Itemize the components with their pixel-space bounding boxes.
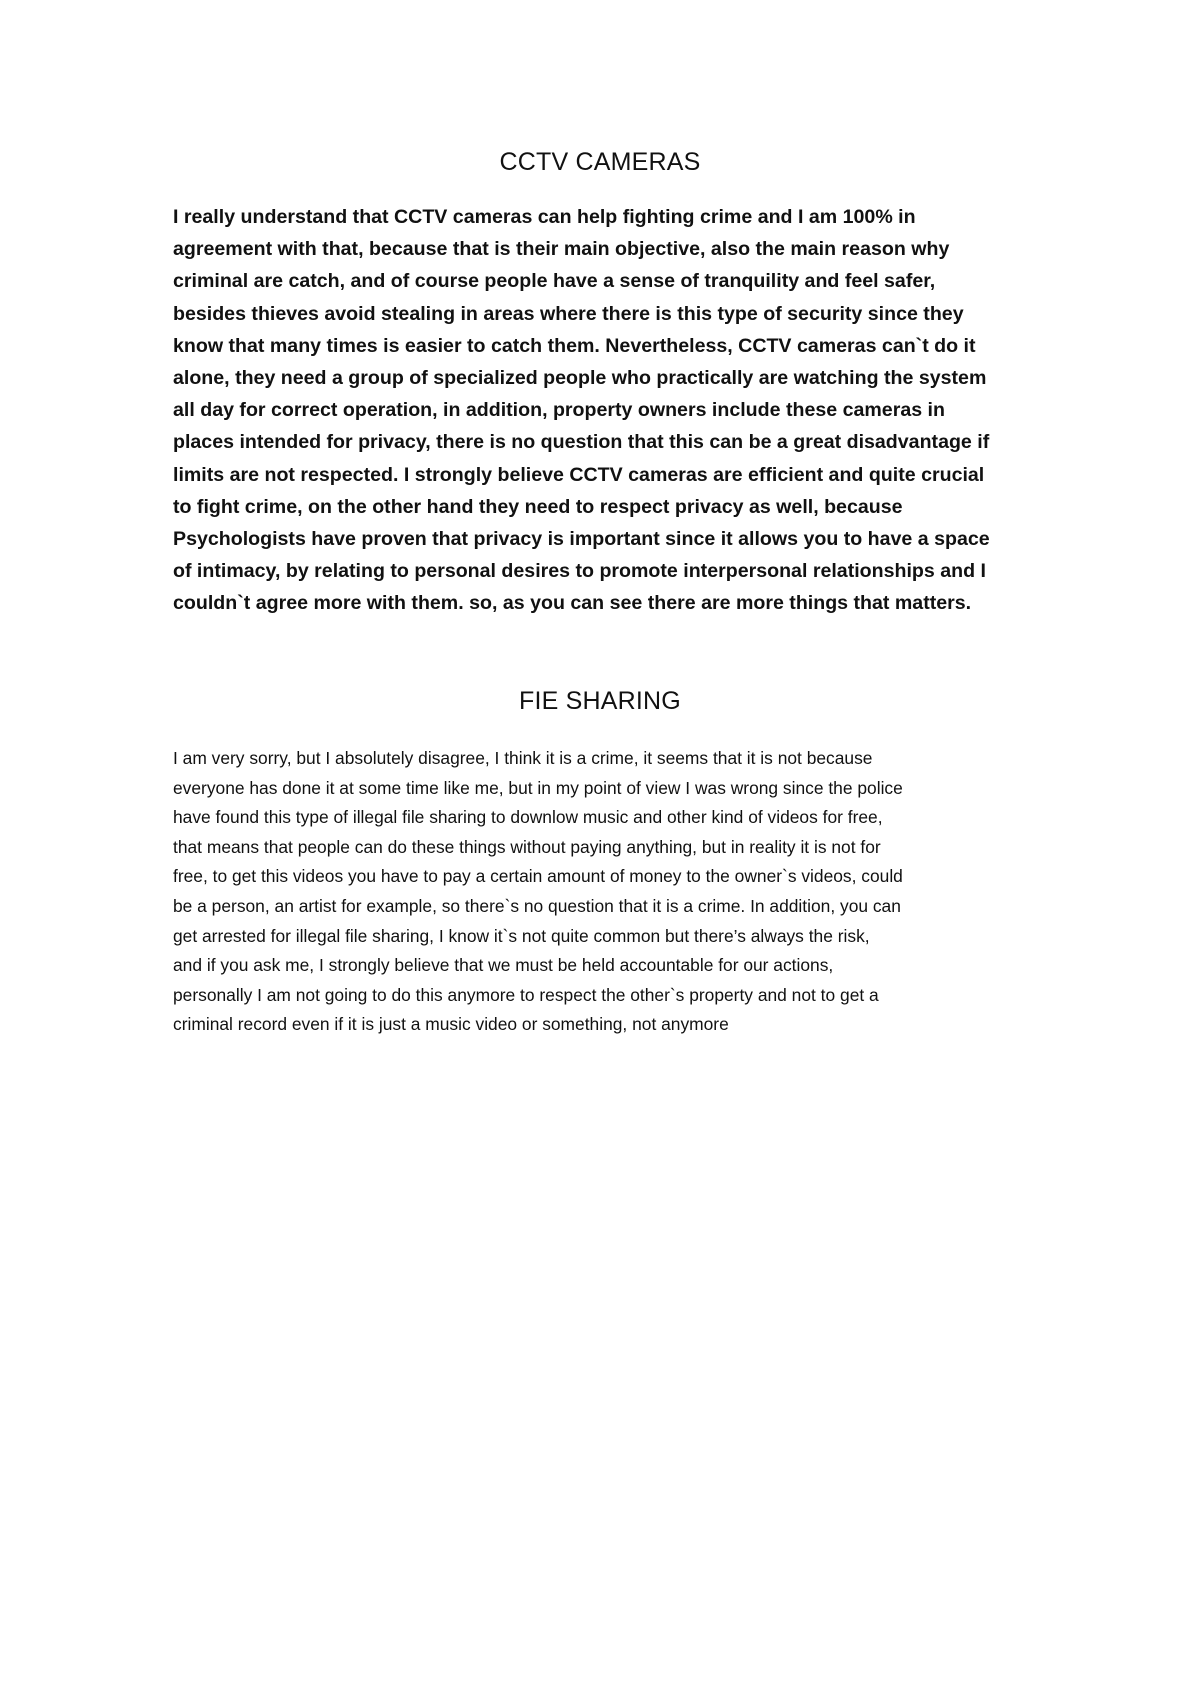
paragraph-line: I really understand that CCTV cameras can help fighting crime and I am 100% in	[173, 206, 916, 228]
paragraph-line: I am very sorry, but I absolutely disagree, I think it is a crime, it seems that it is not because	[173, 748, 873, 768]
section-title-cctv: CCTV CAMERAS	[499, 148, 701, 176]
paragraph-line: all day for correct operation, in addition, property owners include these cameras in	[173, 399, 945, 422]
paragraph-line: be a person, an artist for example, so there`s no question that it is a crime. In addition, you can	[173, 895, 901, 916]
paragraph-line: alone, they need a group of specialized people who practically are watching the system	[173, 367, 987, 390]
paragraph-line: have found this type of illegal file sharing to downlow music and other kind of videos for free,	[173, 807, 883, 828]
paragraph-line: besides thieves avoid stealing in areas where there is this type of security since they	[173, 302, 964, 325]
paragraph-line: and if you ask me, I strongly believe that we must be held accountable for our actions,	[173, 955, 834, 976]
paragraph-line: criminal record even if it is just a music video or something, not anymore	[173, 1014, 729, 1035]
paragraph-line: criminal are catch, and of course people have a sense of tranquility and feel safer,	[173, 270, 936, 293]
paragraph-cctv	[173, 201, 1043, 620]
paragraph-line: get arrested for illegal file sharing, I know it`s not quite common but there’s always the risk,	[173, 925, 870, 946]
paragraph-line: places intended for privacy, there is no question that this can be a great disadvantage if	[173, 431, 990, 454]
paragraph-line: everyone has done it at some time like me, but in my point of view I was wrong since the police	[173, 777, 903, 798]
paragraph-file-sharing	[173, 744, 1043, 1040]
paragraph-line: of intimacy, by relating to personal desires to promote interpersonal relationships and I	[173, 560, 986, 583]
paragraph-line: free, to get this videos you have to pay a certain amount of money to the owner`s videos, could	[173, 866, 903, 887]
paragraph-line: know that many times is easier to catch them. Nevertheless, CCTV cameras can`t do it	[173, 334, 976, 357]
paragraph-line: that means that people can do these things without paying anything, but in reality it is not for	[173, 836, 881, 857]
paragraph-line: Psychologists have proven that privacy is important since it allows you to have a space	[173, 528, 990, 551]
paragraph-line: agreement with that, because that is their main objective, also the main reason why	[173, 238, 950, 261]
paragraph-line: limits are not respected. I strongly believe CCTV cameras are efficient and quite crucial	[173, 463, 985, 486]
paragraph-line: couldn`t agree more with them. so, as you can see there are more things that matters.	[173, 592, 972, 615]
paragraph-line: personally I am not going to do this anymore to respect the other`s property and not to get a	[173, 984, 879, 1005]
paragraph-line: to fight crime, on the other hand they need to respect privacy as well, because	[173, 495, 903, 518]
section-title-file-sharing: FIE SHARING	[519, 687, 681, 715]
